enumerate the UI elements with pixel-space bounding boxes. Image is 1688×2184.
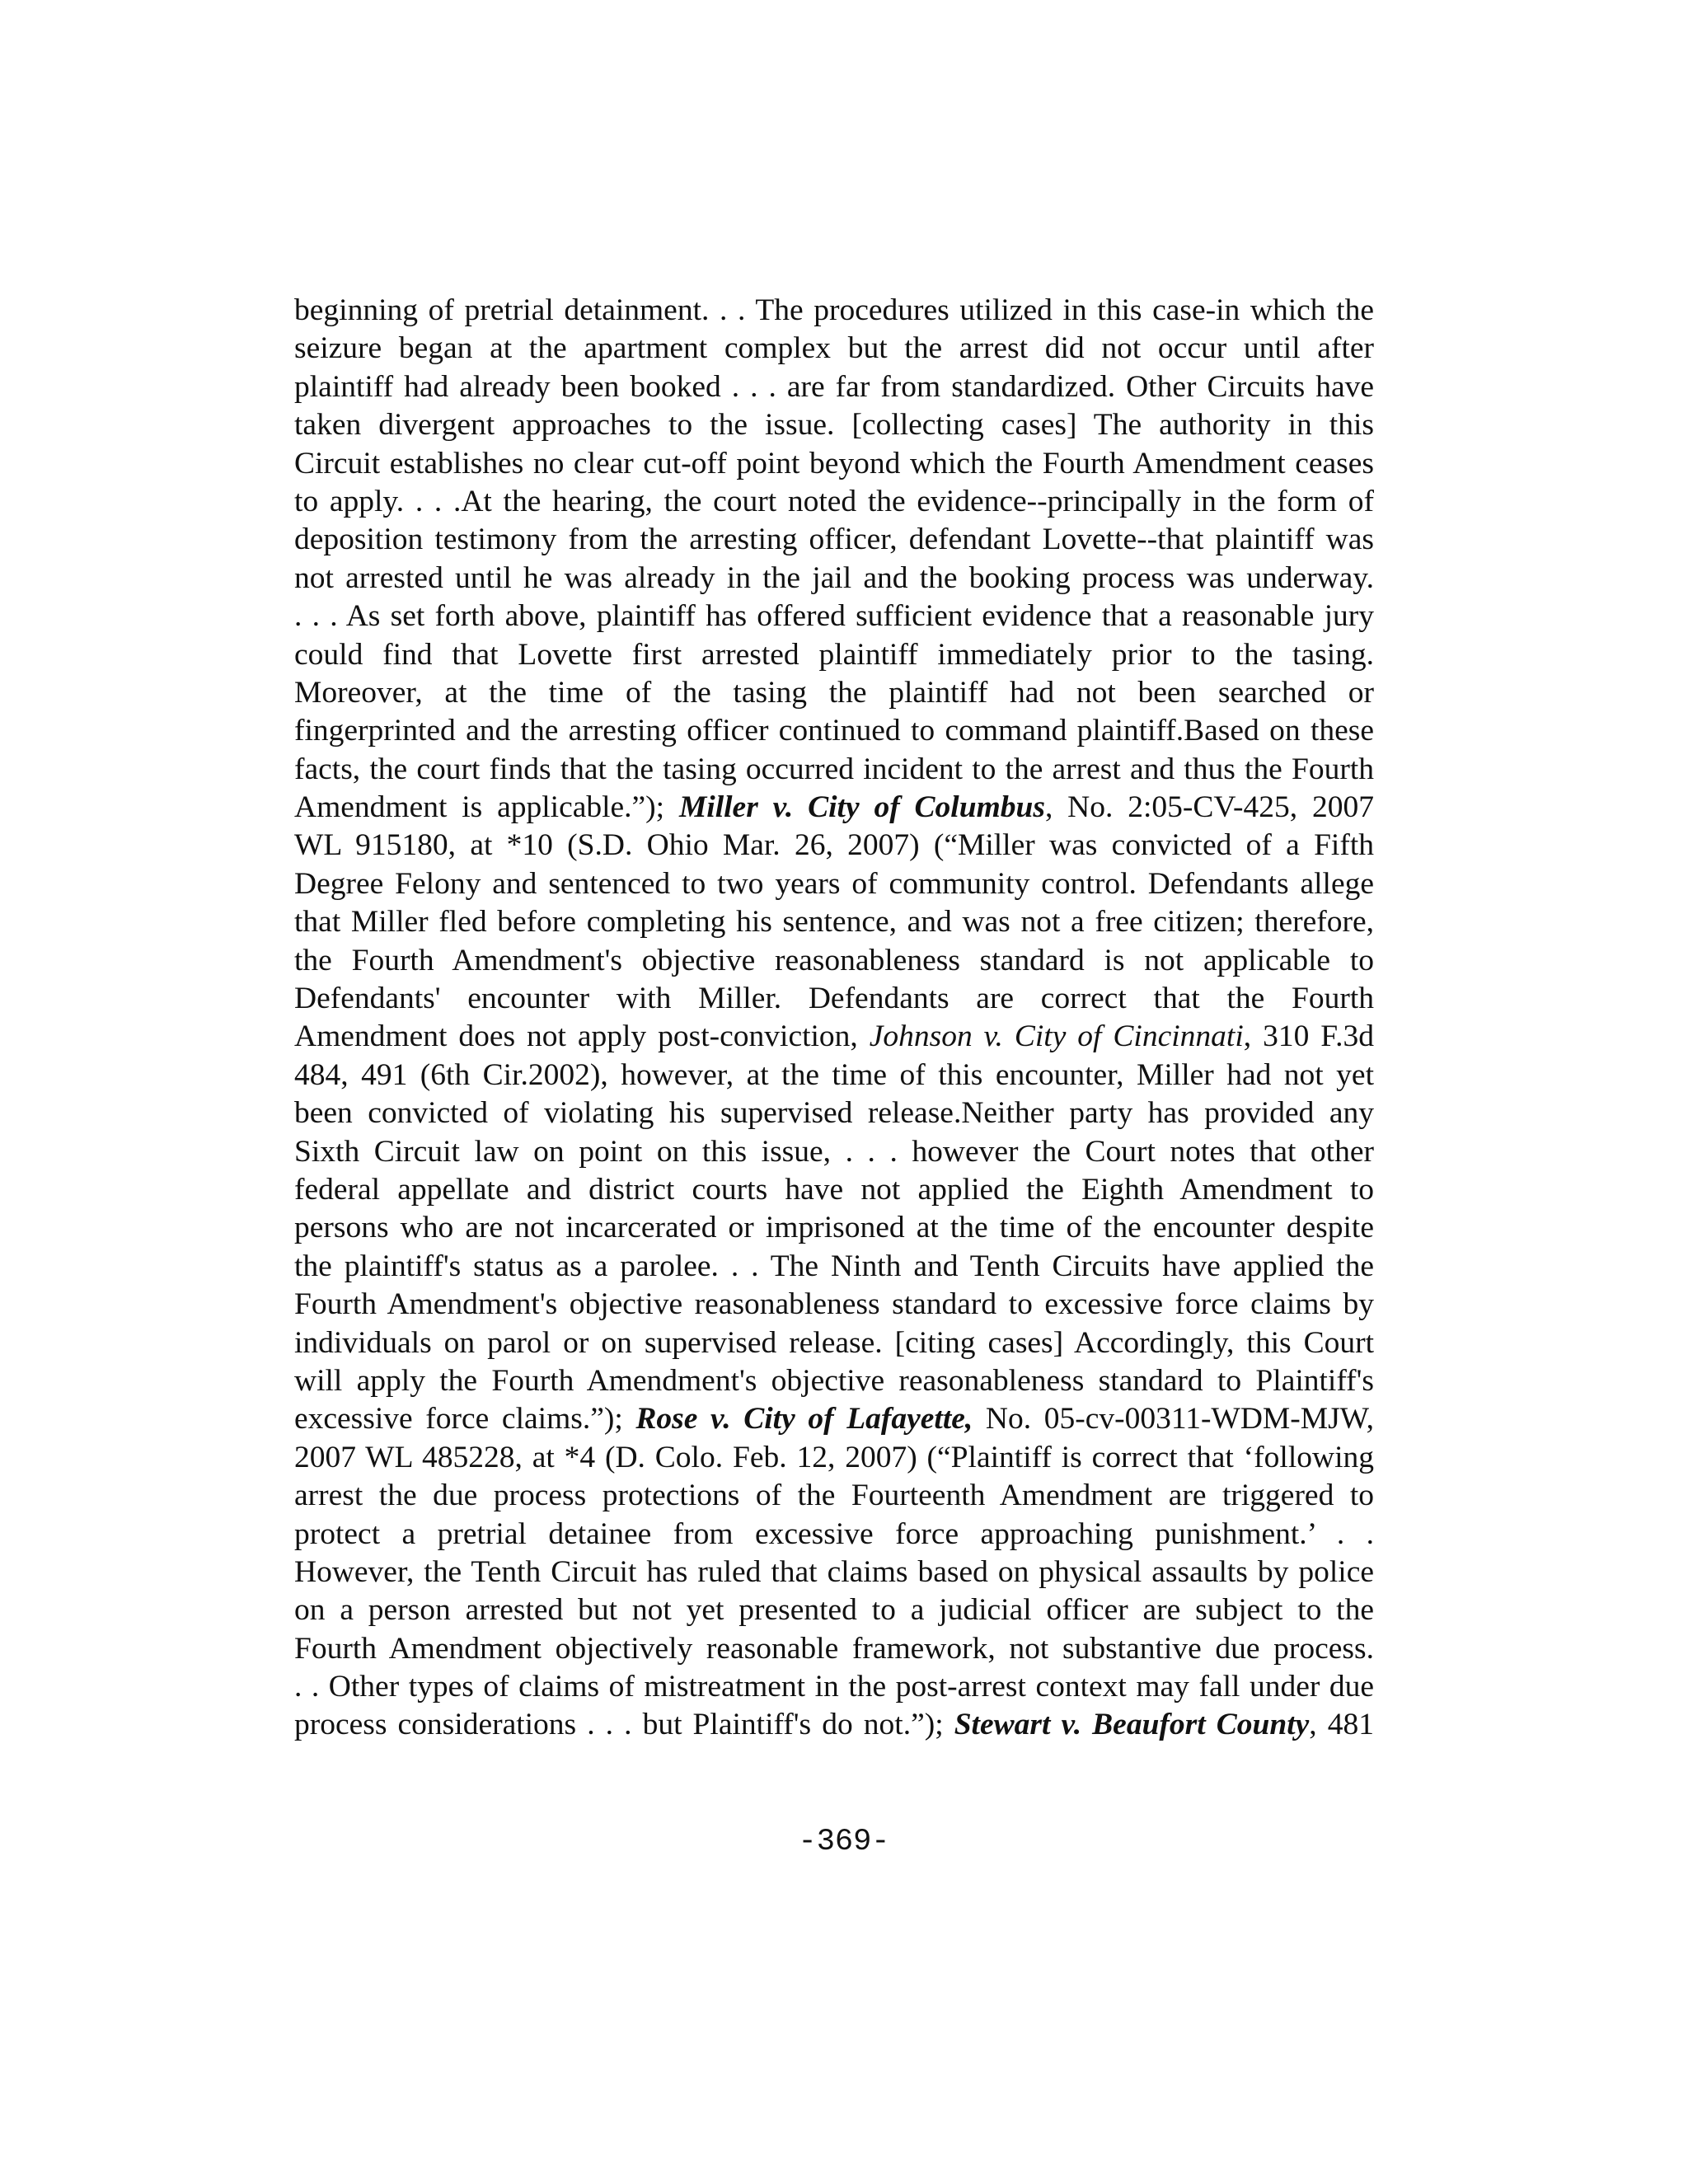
- text-line: [294, 1324, 1374, 1362]
- case-citation-italic: Johnson v. City of Cincinnati: [869, 1019, 1244, 1054]
- text-line: [294, 598, 1374, 635]
- text-line: [294, 1018, 1374, 1056]
- text-line: [294, 330, 1374, 368]
- text-line: [294, 521, 1374, 559]
- text-run: arrest the due process protections of the Fourteenth Amendment are triggered to: [294, 1479, 1374, 1513]
- text-line: [294, 636, 1374, 674]
- case-citation-bold-italic: Miller v. City of Columbus: [678, 790, 1045, 825]
- text-line: [294, 406, 1374, 444]
- text-line: [294, 1439, 1374, 1477]
- text-run: WL 915180, at *10 (S.D. Ohio Mar. 26, 2007) (“Miller was convicted of a Fifth: [294, 828, 1374, 863]
- text-run: Defendants' encounter with Miller. Defendants are correct that the Fourth: [294, 982, 1374, 1016]
- body-text: [294, 292, 1374, 1745]
- text-line: [294, 865, 1374, 903]
- text-run: persons who are not incarcerated or imprisoned at the time of the encounter despite: [294, 1211, 1374, 1245]
- text-line: [294, 1630, 1374, 1668]
- text-run: Fourth Amendment's objective reasonableness standard to excessive force claims by: [294, 1287, 1374, 1322]
- text-line: [294, 1209, 1374, 1247]
- text-run: to apply. . . .At the hearing, the court noted the evidence--principally in the form of: [294, 484, 1374, 518]
- text-line: [294, 980, 1374, 1018]
- text-line: [294, 560, 1374, 598]
- text-line: [294, 292, 1374, 330]
- text-run: Sixth Circuit law on point on this issue, . . . however the Court notes that other: [294, 1134, 1374, 1169]
- text-run: excessive force claims.”);: [294, 1402, 636, 1436]
- text-run: could find that Lovette first arrested plaintiff immediately prior to the tasing.: [294, 637, 1374, 672]
- text-run: beginning of pretrial detainment. . . The procedures utilized in this case-in which the: [294, 293, 1374, 327]
- text-run: No. 05-cv-00311-WDM-MJW,: [973, 1402, 1374, 1436]
- text-run: on a person arrested but not yet presented to a judicial officer are subject to the: [294, 1593, 1374, 1628]
- text-line: [294, 751, 1374, 789]
- text-line: [294, 1554, 1374, 1591]
- text-line: [294, 1668, 1374, 1706]
- text-run: the Fourth Amendment's objective reasonableness standard is not applicable to: [294, 943, 1374, 977]
- text-run: . . Other types of claims of mistreatment in the post-arrest context may fall under due: [294, 1670, 1374, 1704]
- text-run: , 310 F.3d: [1243, 1019, 1375, 1054]
- text-run: that Miller fled before completing his sentence, and was not a free citizen; therefore,: [294, 905, 1374, 940]
- text-line: [294, 712, 1374, 750]
- text-run: . . . As set forth above, plaintiff has offered sufficient evidence that a reasonable jury: [294, 599, 1374, 634]
- text-line: [294, 1133, 1374, 1171]
- text-run: Degree Felony and sentenced to two years of community control. Defendants allege: [294, 866, 1374, 901]
- case-citation-bold-italic: Stewart v. Beaufort County: [954, 1708, 1310, 1742]
- page-number: -369-: [798, 1825, 890, 1859]
- text-run: 2007 WL 485228, at *4 (D. Colo. Feb. 12, 2007) (“Plaintiff is correct that ‘following: [294, 1440, 1374, 1474]
- text-line: [294, 674, 1374, 712]
- case-citation-bold-italic: Rose v. City of Lafayette,: [635, 1402, 973, 1436]
- text-run: the plaintiff's status as a parolee. . . The Ninth and Tenth Circuits have applied the: [294, 1249, 1374, 1283]
- text-run: , No. 2:05-CV-425, 2007: [1044, 790, 1374, 825]
- text-run: seizure began at the apartment complex but the arrest did not occur until after: [294, 331, 1374, 366]
- text-run: will apply the Fourth Amendment's objective reasonableness standard to Plaintiff's: [294, 1363, 1374, 1398]
- text-run: fingerprinted and the arresting officer continued to command plaintiff.Based on these: [294, 714, 1374, 748]
- text-run: Fourth Amendment objectively reasonable framework, not substantive due process.: [294, 1631, 1374, 1666]
- text-run: process considerations . . . but Plaintiff's do not.”);: [294, 1708, 954, 1742]
- text-run: , 481: [1309, 1708, 1374, 1742]
- text-run: Moreover, at the time of the tasing the plaintiff had not been searched or: [294, 675, 1374, 710]
- text-line: [294, 483, 1374, 521]
- text-line: [294, 942, 1374, 980]
- text-line: [294, 827, 1374, 865]
- text-run: federal appellate and district courts have not applied the Eighth Amendment to: [294, 1172, 1374, 1207]
- text-run: Amendment does not apply post-conviction,: [294, 1019, 870, 1054]
- text-line: [294, 368, 1374, 406]
- text-run: 484, 491 (6th Cir.2002), however, at the time of this encounter, Miller had not yet: [294, 1057, 1374, 1092]
- text-line: [294, 1477, 1374, 1515]
- text-run: been convicted of violating his supervised release.Neither party has provided any: [294, 1096, 1374, 1131]
- text-run: taken divergent approaches to the issue. [collecting cases] The authority in this: [294, 408, 1374, 443]
- text-run: facts, the court finds that the tasing occurred incident to the arrest and thus the Fourth: [294, 752, 1374, 786]
- text-line: [294, 1362, 1374, 1400]
- text-run: plaintiff had already been booked . . . are far from standardized. Other Circuits have: [294, 369, 1374, 404]
- text-run: However, the Tenth Circuit has ruled that claims based on physical assaults by police: [294, 1554, 1374, 1589]
- text-line: [294, 1516, 1374, 1554]
- text-line: [294, 1286, 1374, 1324]
- text-line: [294, 445, 1374, 483]
- text-run: Circuit establishes no clear cut-off point beyond which the Fourth Amendment ceases: [294, 446, 1374, 480]
- text-run: not arrested until he was already in the jail and the booking process was underway.: [294, 560, 1374, 595]
- text-line: [294, 1400, 1374, 1438]
- text-line: [294, 1248, 1374, 1286]
- text-line: [294, 1591, 1374, 1629]
- text-run: individuals on parol or on supervised release. [citing cases] Accordingly, this Court: [294, 1325, 1374, 1360]
- text-run: deposition testimony from the arresting officer, defendant Lovette--that plaintiff was: [294, 523, 1374, 557]
- text-line: [294, 1057, 1374, 1094]
- text-line: [294, 1094, 1374, 1132]
- text-run: Amendment is applicable.”);: [294, 790, 679, 825]
- text-line: [294, 1171, 1374, 1209]
- text-line: [294, 903, 1374, 941]
- text-line: [294, 1706, 1374, 1744]
- text-line: [294, 789, 1374, 827]
- text-run: protect a pretrial detainee from excessive force approaching punishment.’ . .: [294, 1516, 1374, 1551]
